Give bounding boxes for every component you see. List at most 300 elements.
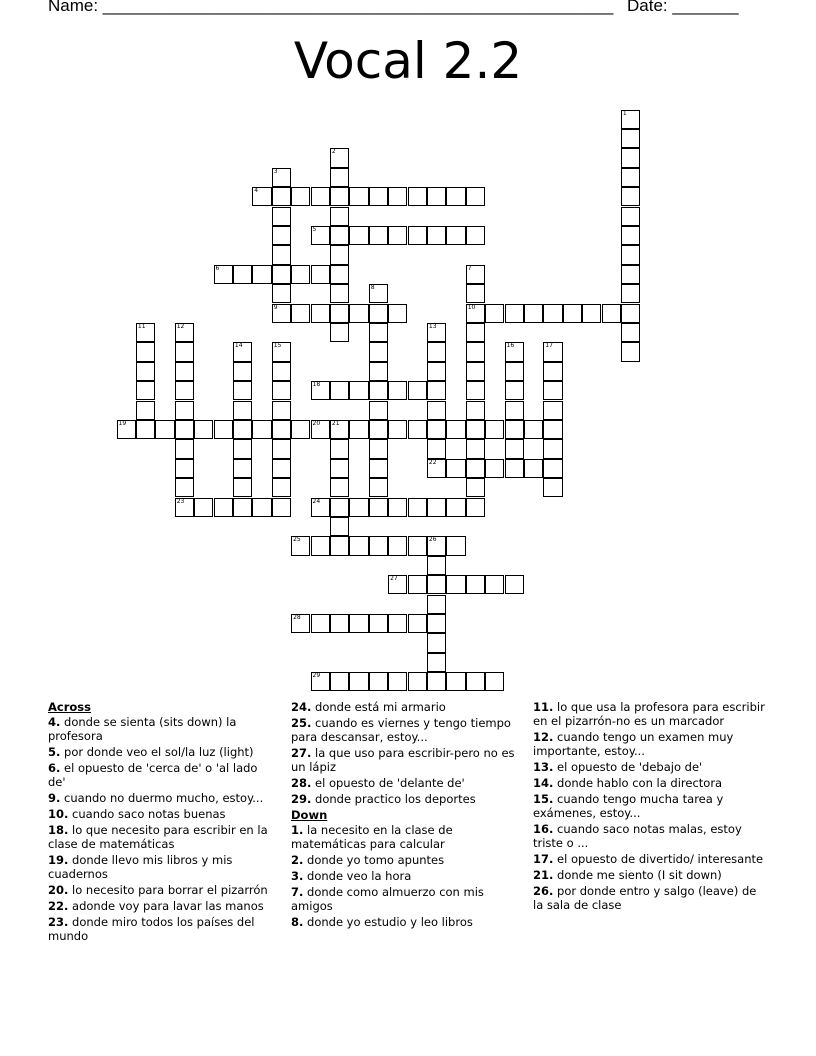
crossword-cell	[505, 439, 524, 458]
crossword-cell	[233, 439, 252, 458]
crossword-cell	[369, 459, 388, 478]
crossword-cell	[175, 381, 194, 400]
clue-number: 16	[506, 342, 515, 350]
crossword-cell	[175, 342, 194, 361]
clue-number-label: 23.	[48, 915, 69, 929]
crossword-cell	[621, 265, 640, 284]
clue-number-label: 22.	[48, 899, 69, 913]
clue-number: 23	[176, 497, 185, 505]
crossword-cell	[427, 595, 446, 614]
clue-text: cuando saco notas buenas	[68, 807, 226, 821]
clue-number: 21	[331, 419, 340, 427]
crossword-cell	[175, 323, 194, 342]
clue-number-label: 16.	[533, 822, 554, 836]
clue-number: 13	[428, 322, 437, 330]
crossword-cell	[272, 362, 291, 381]
clue-number: 27	[390, 575, 398, 583]
crossword-cell	[427, 226, 446, 245]
crossword-cell	[408, 536, 427, 555]
crossword-cell	[543, 401, 562, 420]
crossword-cell	[330, 207, 349, 226]
crossword-cell	[543, 439, 562, 458]
clue-number: 26	[428, 536, 437, 544]
crossword-cell	[311, 614, 330, 633]
clue-item	[48, 899, 278, 913]
clue-item	[48, 915, 278, 943]
crossword-cell	[369, 187, 388, 206]
clue-text: el opuesto de 'debajo de'	[553, 760, 703, 774]
crossword-cell	[485, 575, 504, 594]
crossword-cell	[427, 556, 446, 575]
crossword-cell	[466, 498, 485, 517]
crossword-cell	[369, 362, 388, 381]
clue-text: por donde entro y salgo (leave) de la sala de clase	[533, 884, 757, 912]
crossword-cell	[505, 362, 524, 381]
clue-text: donde veo la hora	[303, 869, 412, 883]
clue-number: 24	[312, 497, 321, 505]
crossword-cell	[466, 459, 485, 478]
clue-number: 2	[331, 148, 336, 156]
crossword-cell	[621, 323, 640, 342]
crossword-cell	[466, 420, 485, 439]
crossword-cell	[349, 226, 368, 245]
crossword-cell	[330, 478, 349, 497]
crossword-cell	[369, 498, 388, 517]
crossword-cell	[272, 226, 291, 245]
crossword-cell	[388, 672, 407, 691]
crossword-cell	[466, 187, 485, 206]
crossword-cell	[349, 614, 368, 633]
clue-item	[533, 760, 769, 774]
crossword-cell	[311, 420, 330, 439]
crossword-cell	[330, 672, 349, 691]
clue-text: donde yo tomo apuntes	[303, 853, 445, 867]
clue-number-label: 3.	[291, 869, 304, 883]
clue-text: donde se sienta (sits down) la profesora	[48, 715, 237, 743]
crossword-cell	[621, 187, 640, 206]
crossword-cell	[408, 575, 427, 594]
crossword-cell	[466, 575, 485, 594]
clue-number-label: 25.	[291, 716, 312, 730]
clue-column-2	[291, 700, 523, 931]
crossword-cell	[427, 653, 446, 672]
crossword-cell	[466, 401, 485, 420]
clue-item	[291, 776, 523, 790]
crossword-cell	[543, 420, 562, 439]
crossword-cell	[466, 672, 485, 691]
crossword-cell	[621, 226, 640, 245]
crossword-cell	[427, 362, 446, 381]
crossword-cell	[175, 478, 194, 497]
clue-text: cuando es viernes y tengo tiempo para descansar, estoy...	[291, 716, 511, 744]
crossword-cell	[369, 672, 388, 691]
crossword-cell	[388, 381, 407, 400]
clue-text: donde está mi armario	[311, 700, 446, 714]
down-heading: Down	[291, 808, 328, 822]
crossword-cell	[349, 498, 368, 517]
clue-item	[48, 745, 278, 759]
crossword-cell	[388, 420, 407, 439]
crossword-cell	[233, 478, 252, 497]
crossword-cell	[311, 187, 330, 206]
clue-number-label: 12.	[533, 730, 554, 744]
crossword-cell	[233, 342, 252, 361]
crossword-cell	[388, 304, 407, 323]
clue-item	[533, 792, 769, 820]
crossword-cell	[427, 536, 446, 555]
clue-text: la que uso para escribir-pero no es un lápiz	[291, 746, 515, 774]
clue-number-label: 29.	[291, 792, 312, 806]
crossword-cell	[291, 614, 310, 633]
crossword-cell	[543, 381, 562, 400]
crossword-cell	[252, 420, 271, 439]
crossword-cell	[543, 304, 562, 323]
clue-text: lo necesito para borrar el pizarrón	[68, 883, 268, 897]
clue-item	[291, 915, 523, 929]
clue-number: 12	[176, 322, 185, 330]
crossword-cell	[505, 342, 524, 361]
crossword-cell	[311, 265, 330, 284]
clue-number: 15	[273, 342, 282, 350]
clue-text: el opuesto de 'cerca de' o 'al lado de'	[48, 761, 258, 789]
crossword-cell	[330, 323, 349, 342]
clue-number: 17	[545, 342, 553, 350]
crossword-cell	[466, 381, 485, 400]
crossword-cell	[272, 439, 291, 458]
crossword-cell	[543, 478, 562, 497]
crossword-cell	[214, 498, 233, 517]
clue-number-label: 11.	[533, 700, 554, 714]
crossword-cell	[485, 459, 504, 478]
clue-item	[533, 776, 769, 790]
crossword-cell	[272, 420, 291, 439]
clue-number-label: 28.	[291, 776, 312, 790]
crossword-cell	[408, 420, 427, 439]
clue-text: donde me siento (I sit down)	[553, 868, 722, 882]
crossword-cell	[466, 304, 485, 323]
crossword-cell	[349, 420, 368, 439]
clue-item	[533, 822, 769, 850]
crossword-cell	[330, 420, 349, 439]
crossword-cell	[175, 362, 194, 381]
clue-number: 4	[254, 187, 259, 195]
crossword-cell	[311, 381, 330, 400]
crossword-cell	[194, 420, 213, 439]
clue-number: 11	[137, 322, 146, 330]
crossword-cell	[272, 381, 291, 400]
clue-item	[48, 853, 278, 881]
crossword-cell	[427, 381, 446, 400]
crossword-cell	[505, 420, 524, 439]
crossword-cell	[194, 498, 213, 517]
crossword-cell	[272, 265, 291, 284]
crossword-cell	[427, 439, 446, 458]
across-heading: Across	[48, 700, 91, 714]
crossword-cell	[369, 342, 388, 361]
crossword-cell	[175, 459, 194, 478]
crossword-cell	[272, 207, 291, 226]
crossword-cell	[621, 110, 640, 129]
crossword-cell	[330, 439, 349, 458]
crossword-cell	[369, 284, 388, 303]
clue-number: 19	[118, 419, 127, 427]
crossword-cell	[330, 226, 349, 245]
crossword-cell	[388, 226, 407, 245]
crossword-cell	[136, 342, 155, 361]
crossword-cell	[136, 323, 155, 342]
date-field: Date: _______	[627, 0, 739, 15]
crossword-cell	[233, 401, 252, 420]
clue-text: donde miro todos los países del mundo	[48, 915, 255, 943]
crossword-cell	[349, 304, 368, 323]
crossword-cell	[136, 362, 155, 381]
crossword-cell	[485, 304, 504, 323]
clue-item	[533, 852, 769, 866]
crossword-cell	[272, 245, 291, 264]
clue-text: cuando tengo mucha tarea y exámenes, estoy...	[533, 792, 724, 820]
crossword-cell	[136, 420, 155, 439]
crossword-cell	[272, 284, 291, 303]
crossword-cell	[311, 498, 330, 517]
clue-number: 22	[428, 458, 437, 466]
clue-item	[48, 823, 278, 851]
crossword-cell	[446, 187, 465, 206]
crossword-cell	[369, 323, 388, 342]
crossword-cell	[543, 459, 562, 478]
crossword-cell	[175, 420, 194, 439]
clue-number-label: 21.	[533, 868, 554, 882]
clue-text: donde como almuerzo con mis amigos	[291, 885, 484, 913]
crossword-cell	[233, 265, 252, 284]
page-title: Vocal 2.2	[293, 32, 523, 90]
clue-item	[291, 885, 523, 913]
clue-text: la necesito en la clase de matemáticas para calcular	[291, 823, 453, 851]
crossword-cell	[369, 381, 388, 400]
crossword-cell	[427, 420, 446, 439]
crossword-cell	[214, 265, 233, 284]
clue-item	[48, 883, 278, 897]
crossword-cell	[408, 381, 427, 400]
crossword-cell	[233, 362, 252, 381]
crossword-cell	[408, 614, 427, 633]
clue-number-label: 2.	[291, 853, 304, 867]
crossword-cell	[252, 187, 271, 206]
crossword-cell	[330, 614, 349, 633]
crossword-cell	[330, 498, 349, 517]
name-field: Name: ______________________________________________________	[48, 0, 614, 15]
clue-number: 18	[312, 381, 321, 389]
clue-item	[291, 853, 523, 867]
crossword-cell	[466, 265, 485, 284]
crossword-cell	[369, 304, 388, 323]
clue-column-1	[48, 700, 278, 945]
crossword-cell	[311, 226, 330, 245]
clue-number-label: 7.	[291, 885, 304, 899]
crossword-cell	[446, 498, 465, 517]
crossword-cell	[349, 672, 368, 691]
clue-item	[291, 716, 523, 744]
clue-text: donde llevo mis libros y mis cuadernos	[48, 853, 233, 881]
clue-number-label: 26.	[533, 884, 554, 898]
crossword-cell	[505, 459, 524, 478]
clue-text: donde yo estudio y leo libros	[303, 915, 473, 929]
crossword-cell	[233, 498, 252, 517]
crossword-cell	[272, 401, 291, 420]
clue-number-label: 17.	[533, 852, 554, 866]
clue-text: cuando saco notas malas, estoy triste o ...	[533, 822, 742, 850]
crossword-cell	[369, 401, 388, 420]
clue-number-label: 15.	[533, 792, 554, 806]
crossword-cell	[524, 459, 543, 478]
crossword-cell	[233, 381, 252, 400]
crossword-cell	[408, 187, 427, 206]
crossword-cell	[446, 459, 465, 478]
crossword-cell	[330, 187, 349, 206]
crossword-cell	[272, 304, 291, 323]
clue-item	[291, 746, 523, 774]
crossword-cell	[466, 439, 485, 458]
crossword-cell	[388, 536, 407, 555]
clue-number: 3	[273, 167, 278, 175]
clue-number: 20	[312, 419, 321, 427]
crossword-cell	[408, 498, 427, 517]
crossword-cell	[505, 381, 524, 400]
clue-number: 9	[273, 303, 278, 311]
crossword-cell	[272, 342, 291, 361]
clue-text: cuando no duermo mucho, estoy...	[60, 791, 264, 805]
clue-number: 10	[467, 303, 476, 311]
crossword-cell	[427, 672, 446, 691]
crossword-cell	[349, 381, 368, 400]
crossword-cell	[252, 498, 271, 517]
crossword-cell	[602, 304, 621, 323]
clue-item	[533, 730, 769, 758]
clue-number-label: 10.	[48, 807, 69, 821]
clue-column-3	[533, 700, 769, 914]
crossword-cell	[505, 304, 524, 323]
crossword-cell	[427, 614, 446, 633]
crossword-cell	[117, 420, 136, 439]
crossword-cell	[446, 226, 465, 245]
clue-item	[533, 884, 769, 912]
crossword-cell	[291, 304, 310, 323]
crossword-cell	[233, 420, 252, 439]
crossword-cell	[446, 420, 465, 439]
crossword-cell	[446, 672, 465, 691]
crossword-cell	[214, 420, 233, 439]
crossword-cell	[291, 536, 310, 555]
clue-number: 1	[622, 109, 627, 117]
clue-number: 8	[370, 284, 375, 292]
crossword-cell	[291, 265, 310, 284]
crossword-cell	[349, 187, 368, 206]
crossword-cell	[369, 420, 388, 439]
crossword-cell	[466, 342, 485, 361]
crossword-cell	[466, 362, 485, 381]
crossword-cell	[369, 478, 388, 497]
crossword-cell	[330, 304, 349, 323]
crossword-cell	[621, 342, 640, 361]
clue-number-label: 6.	[48, 761, 61, 775]
crossword-cell	[621, 284, 640, 303]
crossword-cell	[543, 342, 562, 361]
crossword-cell	[621, 304, 640, 323]
clue-number-label: 14.	[533, 776, 554, 790]
clue-item	[291, 823, 523, 851]
crossword-cell	[272, 168, 291, 187]
crossword-cell	[485, 420, 504, 439]
crossword-cell	[466, 226, 485, 245]
crossword-cell	[388, 575, 407, 594]
crossword-cell	[524, 420, 543, 439]
crossword-cell	[311, 304, 330, 323]
clue-item	[48, 715, 278, 743]
crossword-cell	[621, 207, 640, 226]
clue-item	[291, 792, 523, 806]
crossword-cell	[427, 342, 446, 361]
clue-text: adonde voy para lavar las manos	[68, 899, 264, 913]
crossword-cell	[291, 420, 310, 439]
clue-number-label: 4.	[48, 715, 61, 729]
crossword-cell	[427, 498, 446, 517]
crossword-cell	[330, 265, 349, 284]
crossword-cell	[369, 614, 388, 633]
crossword-cell	[272, 459, 291, 478]
clue-number: 25	[293, 536, 301, 544]
crossword-cell	[272, 498, 291, 517]
crossword-cell	[543, 362, 562, 381]
clue-number: 29	[312, 672, 321, 680]
crossword-cell	[446, 536, 465, 555]
clue-number-label: 9.	[48, 791, 61, 805]
crossword-cell	[291, 187, 310, 206]
clue-number: 5	[312, 225, 317, 233]
clue-number-label: 18.	[48, 823, 69, 837]
clue-item	[48, 807, 278, 821]
crossword-cell	[505, 575, 524, 594]
crossword-cell	[621, 245, 640, 264]
crossword-cell	[369, 439, 388, 458]
clue-number-label: 1.	[291, 823, 304, 837]
clue-text: lo que necesito para escribir en la clase de matemáticas	[48, 823, 268, 851]
crossword-cell	[408, 226, 427, 245]
crossword-cell	[466, 284, 485, 303]
crossword-cell	[563, 304, 582, 323]
clue-number-label: 13.	[533, 760, 554, 774]
clue-number-label: 27.	[291, 746, 312, 760]
clue-number-label: 24.	[291, 700, 312, 714]
crossword-cell	[446, 575, 465, 594]
crossword-cell	[388, 498, 407, 517]
clue-number: 28	[293, 613, 301, 621]
clue-item	[291, 869, 523, 883]
clue-number-label: 19.	[48, 853, 69, 867]
crossword-cell	[388, 187, 407, 206]
crossword-cell	[233, 459, 252, 478]
crossword-cell	[427, 459, 446, 478]
crossword-cell	[330, 381, 349, 400]
crossword-cell	[272, 187, 291, 206]
crossword-cell	[155, 420, 174, 439]
clue-number-label: 5.	[48, 745, 61, 759]
crossword-cell	[330, 284, 349, 303]
crossword-cell	[369, 536, 388, 555]
crossword-cell	[621, 129, 640, 148]
crossword-cell	[485, 672, 504, 691]
clue-text: el opuesto de divertido/ interesante	[553, 852, 764, 866]
crossword-cell	[136, 401, 155, 420]
clue-text: cuando tengo un examen muy importante, estoy...	[533, 730, 734, 758]
